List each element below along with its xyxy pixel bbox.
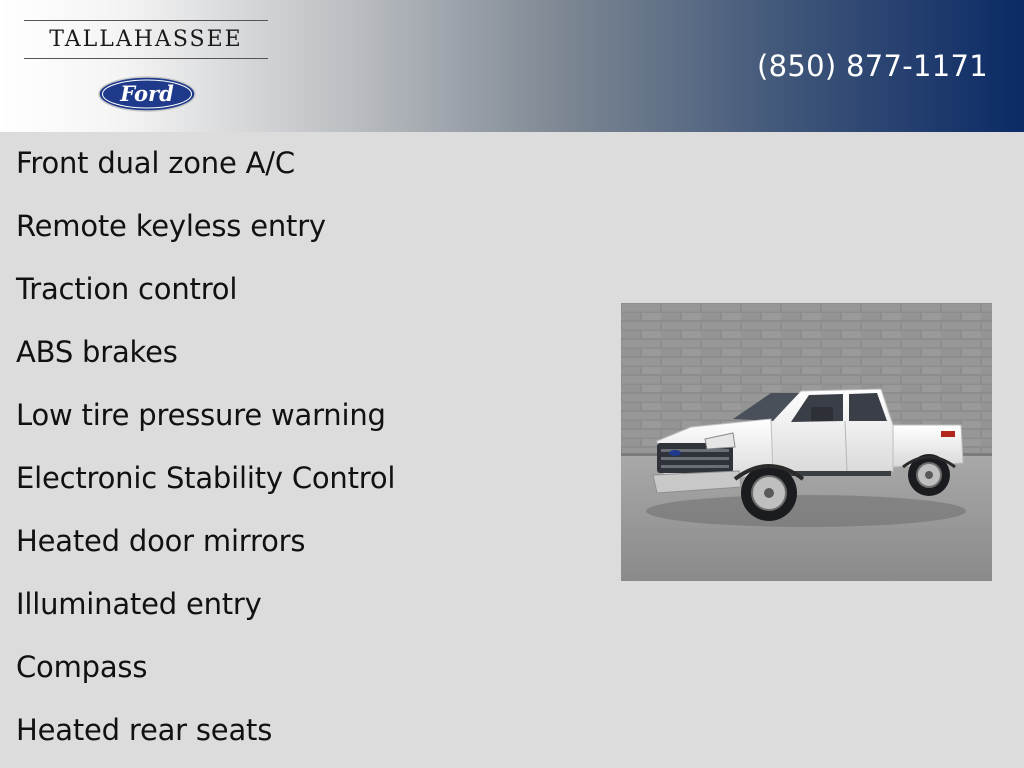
feature-item: Heated rear seats [16, 713, 273, 747]
feature-item: Low tire pressure warning [16, 398, 386, 432]
feature-item: Traction control [16, 272, 238, 306]
truck-illustration [621, 303, 992, 581]
ford-logo[interactable] [97, 75, 197, 113]
vehicle-photo [621, 303, 992, 581]
feature-item: Remote keyless entry [16, 209, 326, 243]
phone-number[interactable]: (850) 877-1171 [756, 49, 988, 83]
feature-list [16, 132, 395, 762]
dealer-name: TALLAHASSEE [24, 20, 268, 59]
feature-item: Electronic Stability Control [16, 461, 396, 495]
feature-item: Compass [16, 650, 148, 684]
svg-text:Ford: Ford [120, 81, 174, 106]
feature-item: Front dual zone A/C [16, 146, 295, 180]
header-banner [0, 0, 1024, 132]
feature-item: ABS brakes [16, 335, 178, 369]
feature-item: Heated door mirrors [16, 524, 306, 558]
feature-item: Illuminated entry [16, 587, 262, 621]
